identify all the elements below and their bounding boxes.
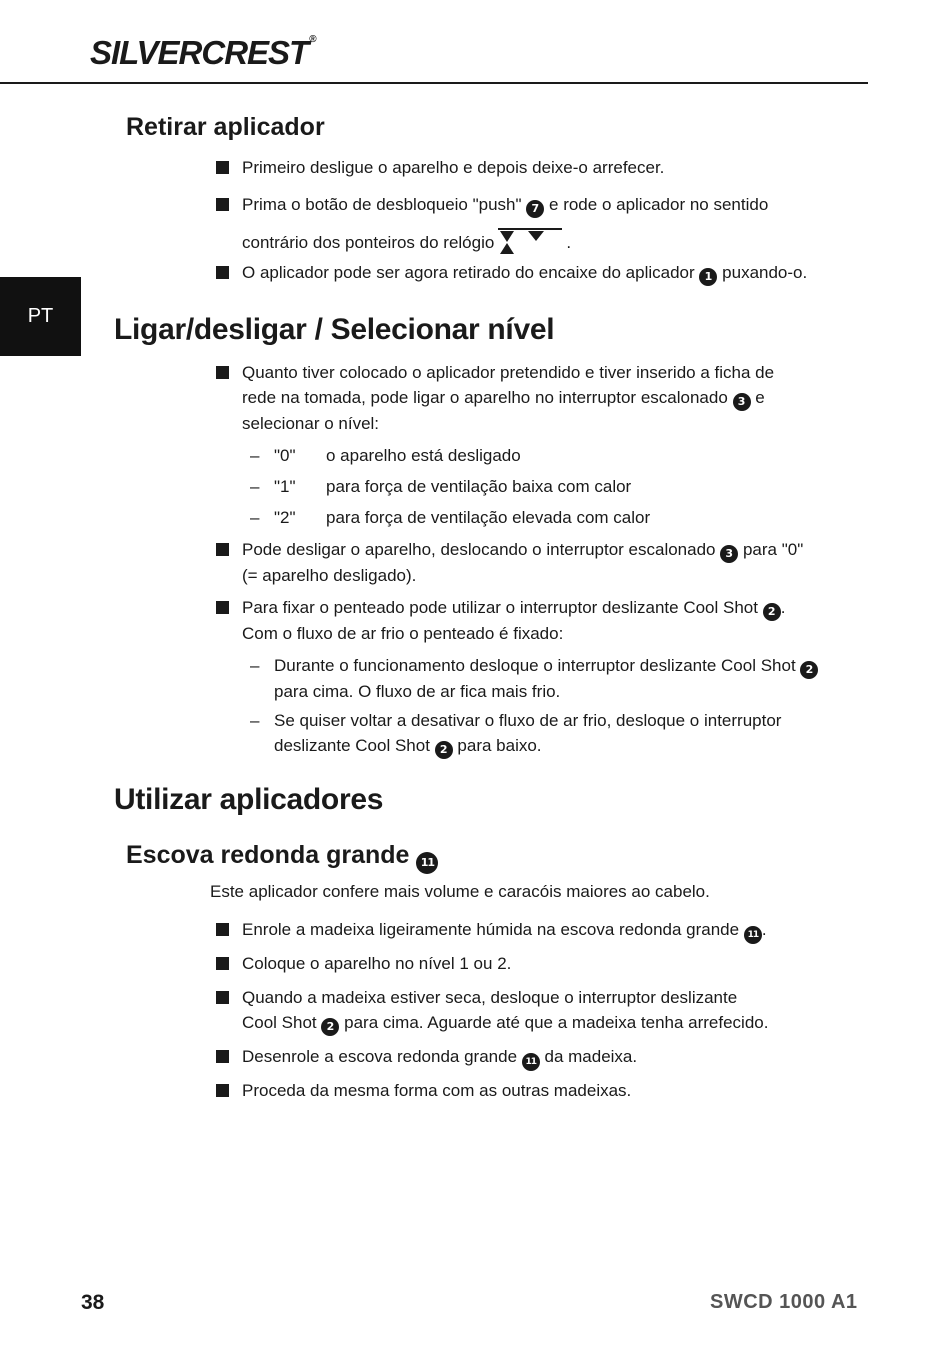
- switch-step-1-text-b: e: [755, 388, 765, 407]
- substep-2-text-b: para baixo.: [457, 736, 542, 755]
- use-step-3-line-2: [242, 1010, 842, 1036]
- language-tab: PT: [0, 277, 81, 356]
- switch-step-1-line-3: selecionar o nível:: [242, 414, 380, 433]
- header-rule: [0, 82, 868, 84]
- level-key: "0": [274, 446, 296, 465]
- section-title-switch: Ligar/desligar / Selecionar nível: [114, 313, 555, 346]
- remove-step-2: [242, 192, 768, 218]
- remove-step-2-text-c: contrário dos ponteiros do relógio: [242, 233, 495, 252]
- registered-mark: ®: [309, 34, 316, 45]
- page-number: 38: [81, 1291, 105, 1314]
- use-step-1: [242, 917, 767, 944]
- part-number-badge: 2: [763, 603, 781, 621]
- part-number-badge: 11: [744, 926, 762, 944]
- level-desc: o aparelho está desligado: [326, 446, 521, 465]
- subsection-title-brush: [126, 841, 438, 874]
- level-row: [250, 443, 521, 468]
- part-number-badge: 11: [522, 1053, 540, 1071]
- cool-shot-substep-1: [250, 653, 840, 704]
- switch-step-2-text-a: Pode desligar o aparelho, deslocando o interruptor escalonado: [242, 540, 716, 559]
- substep-1-line-1: [274, 653, 840, 679]
- model-number: SWCD 1000 A1: [710, 1291, 858, 1313]
- bullet-icon: [216, 991, 229, 1004]
- part-number-badge: 2: [800, 661, 818, 679]
- bullet-icon: [216, 1084, 229, 1097]
- remove-step-2-text-b: e rode o aplicador no sentido: [549, 195, 769, 214]
- remove-step-3: [242, 260, 807, 286]
- switch-step-2-text-b: para "0": [742, 540, 804, 559]
- remove-step-2-cont: [242, 226, 571, 256]
- cool-shot-substep-2: [250, 708, 840, 759]
- substep-2-line-2: [274, 733, 840, 759]
- switch-step-3-line-1: [242, 595, 852, 621]
- bullet-icon: [216, 266, 229, 279]
- remove-step-1: Primeiro desligue o aparelho e depois deixe-o arrefecer.: [242, 158, 665, 177]
- part-number-badge: 7: [526, 200, 544, 218]
- level-row: [250, 505, 651, 530]
- use-step-1-text-b: .: [761, 920, 767, 939]
- use-step-3-text-a: Cool Shot: [242, 1013, 317, 1032]
- remove-step-2-text-d: .: [566, 233, 572, 252]
- switch-step-1-line-1: Quanto tiver colocado o aplicador pretendido e tiver inserido a ficha de: [242, 363, 775, 382]
- brand-logo: [90, 34, 316, 72]
- section-title-remove: Retirar aplicador: [126, 113, 325, 141]
- substep-2-line-1: Se quiser voltar a desativar o fluxo de ar frio, desloque o interruptor: [274, 711, 782, 730]
- subsection-title-text: Escova redonda grande: [126, 841, 410, 869]
- section-title-use: Utilizar aplicadores: [114, 783, 384, 816]
- bullet-icon: [216, 543, 229, 556]
- bullet-icon: [216, 1050, 229, 1063]
- bullet-icon: [216, 366, 229, 379]
- substep-2-text-a: deslizante Cool Shot: [274, 736, 430, 755]
- part-number-badge: 11: [416, 852, 438, 874]
- dash-icon: –: [250, 656, 260, 675]
- dash-icon: –: [250, 711, 260, 730]
- level-key: "2": [274, 508, 296, 527]
- remove-step-3-text-b: puxando-o.: [722, 263, 808, 282]
- bullet-icon: [216, 601, 229, 614]
- dash-icon: –: [250, 477, 260, 496]
- level-desc: para força de ventilação baixa com calor: [326, 477, 632, 496]
- brush-intro: Este aplicador confere mais volume e caracóis maiores ao cabelo.: [210, 882, 710, 901]
- switch-step-1-text-a: rede na tomada, pode ligar o aparelho no interruptor escalonado: [242, 388, 728, 407]
- switch-step-2: [242, 537, 852, 588]
- use-step-5: Proceda da mesma forma com as outras madeixas.: [242, 1081, 632, 1100]
- use-step-3-text-b: para cima. Aguarde até que a madeixa tenha arrefecido.: [344, 1013, 769, 1032]
- bullet-icon: [216, 198, 229, 211]
- use-step-2: Coloque o aparelho no nível 1 ou 2.: [242, 954, 512, 973]
- use-step-4: [242, 1044, 637, 1071]
- use-step-3: [242, 985, 842, 1036]
- substep-1-line-2: para cima. O fluxo de ar fica mais frio.: [274, 682, 561, 701]
- part-number-badge: 3: [733, 393, 751, 411]
- switch-step-1: [242, 360, 842, 436]
- dash-icon: –: [250, 508, 260, 527]
- part-number-badge: 2: [435, 741, 453, 759]
- switch-step-3-text-b: .: [780, 598, 786, 617]
- use-step-1-text-a: Enrole a madeixa ligeiramente húmida na escova redonda grande: [242, 920, 740, 939]
- substep-1-text-a: Durante o funcionamento desloque o interruptor deslizante Cool Shot: [274, 656, 796, 675]
- bullet-icon: [216, 161, 229, 174]
- switch-step-3: [242, 595, 852, 646]
- switch-step-3-text-a: Para fixar o penteado pode utilizar o interruptor deslizante Cool Shot: [242, 598, 758, 617]
- level-row: [250, 474, 632, 499]
- remove-step-3-text-a: O aplicador pode ser agora retirado do encaixe do aplicador: [242, 263, 695, 282]
- dash-icon: –: [250, 446, 260, 465]
- remove-step-2-text-a: Prima o botão de desbloqueio "push": [242, 195, 522, 214]
- level-key: "1": [274, 477, 296, 496]
- part-number-badge: 2: [321, 1018, 339, 1036]
- switch-step-3-line-2: Com o fluxo de ar frio o penteado é fixado:: [242, 624, 564, 643]
- bullet-icon: [216, 923, 229, 936]
- switch-step-2-line-2: (= aparelho desligado).: [242, 566, 417, 585]
- brand-name: SILVERCREST: [90, 34, 309, 71]
- level-desc: para força de ventilação elevada com calor: [326, 508, 651, 527]
- part-number-badge: 1: [699, 268, 717, 286]
- use-step-3-line-1: Quando a madeixa estiver seca, desloque o interruptor deslizante: [242, 988, 738, 1007]
- bullet-icon: [216, 957, 229, 970]
- counterclockwise-rotation-icon: [498, 226, 564, 256]
- switch-step-1-line-2: [242, 385, 842, 411]
- part-number-badge: 3: [720, 545, 738, 563]
- switch-step-2-line-1: [242, 537, 852, 563]
- use-step-4-text-a: Desenrole a escova redonda grande: [242, 1047, 518, 1066]
- use-step-4-text-b: da madeixa.: [544, 1047, 638, 1066]
